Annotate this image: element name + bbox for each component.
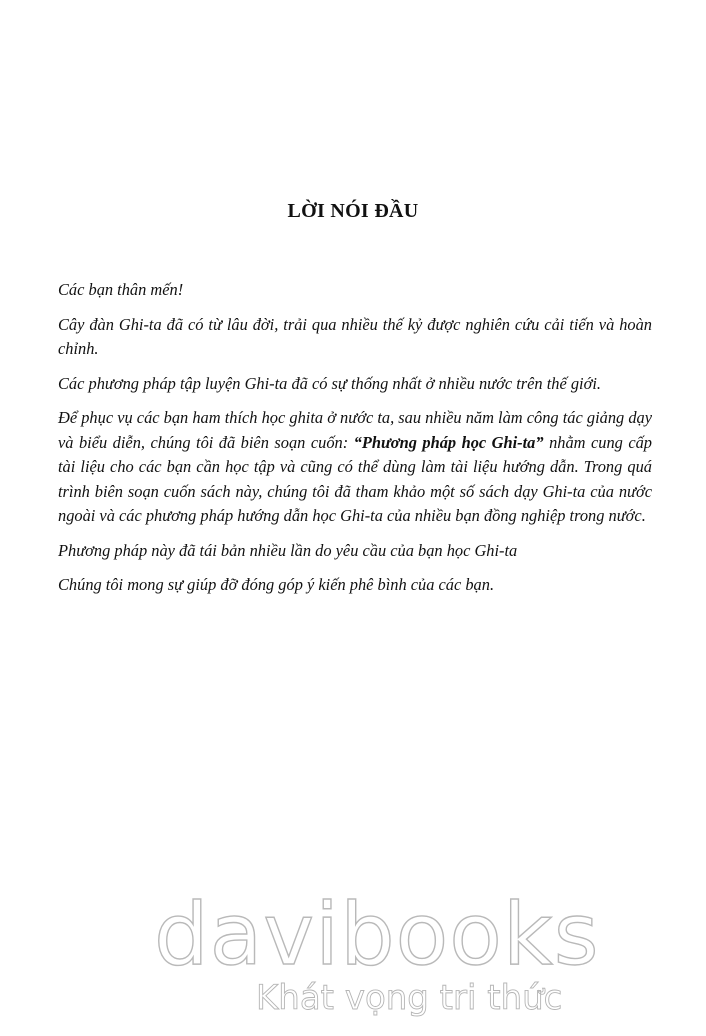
preface-body	[58, 278, 652, 608]
paragraph-greeting: Các bạn thân mến!	[58, 280, 184, 299]
book-title: “Phương pháp học Ghi-ta”	[353, 432, 544, 452]
page-title: LỜI NÓI ĐẦU	[287, 200, 419, 222]
paragraph-purpose-rest: nhằm cung cấp tài liệu cho các bạn cần học tập và cũng có thể dùng làm tài liệu hướng dẫn. Trong quá trình biên soạn cuốn sách này, chúng tôi đã tham khảo một số sách dạy Ghi-ta của nước ngoài và các phương pháp hướng dẫn học Ghi-ta của nhiều bạn đồng nghiệp trong nước.	[58, 432, 652, 525]
paragraph-history: Cây đàn Ghi-ta đã có từ lâu đời, trải qua nhiều thế kỷ được nghiên cứu cải tiến và hoàn chỉnh.	[58, 314, 652, 358]
paragraph-purpose	[58, 406, 652, 529]
watermark-tagline: Khát vọng tri thức	[256, 978, 563, 1018]
paragraph-purpose-intro: Để phục vụ các bạn ham thích học ghita ở nước ta, sau nhiều năm làm công tác giảng dạy và biểu diễn, chúng tôi đã biên soạn cuốn:	[58, 408, 652, 452]
watermark-brand: davibooks	[154, 885, 600, 985]
paragraph-methods: Các phương pháp tập luyện Ghi-ta đã có sự thống nhất ở nhiều nước trên thế giới.	[58, 373, 601, 393]
paragraph-reprints: Phương pháp này đã tái bản nhiều lần do yêu cầu của bạn học Ghi-ta	[58, 540, 518, 560]
paragraph-feedback: Chúng tôi mong sự giúp đỡ đóng góp ý kiến phê bình của các bạn.	[58, 575, 495, 594]
